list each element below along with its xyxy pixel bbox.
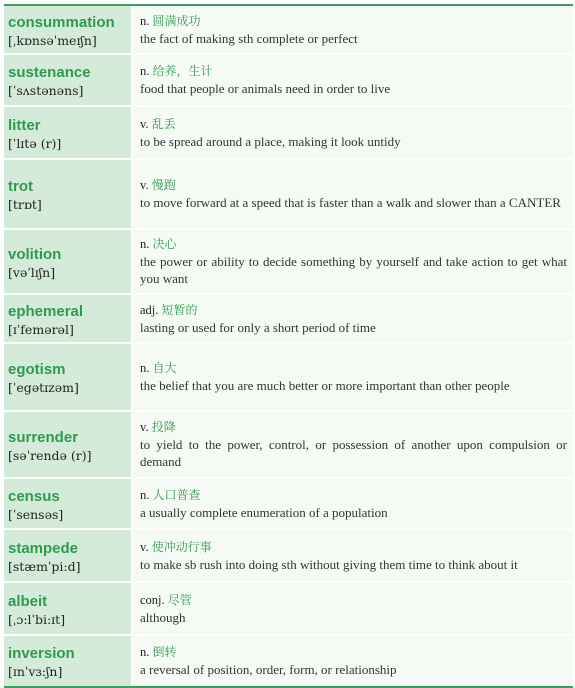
part-of-speech: v. (140, 539, 149, 554)
part-of-speech: n. (140, 645, 150, 659)
definition-cell (133, 583, 573, 634)
part-of-speech: n. (140, 361, 150, 375)
definition-cell (133, 295, 573, 342)
english-definition: to move forward at a speed that is faster than a walk and slower than a CANTER (140, 195, 561, 210)
word-cell (4, 55, 131, 105)
table-row (4, 636, 573, 686)
word-cell (4, 6, 131, 53)
english-definition: although (140, 609, 186, 625)
vocabulary-table (4, 4, 573, 688)
phonetic: [ɪnˈvɜ:ʃn] (8, 664, 63, 679)
word-cell (4, 295, 131, 342)
english-definition: to be spread around a place, making it look untidy (140, 133, 401, 149)
english-definition: food that people or animals need in order to live (140, 81, 391, 96)
word: stampede (8, 539, 79, 557)
table-row (4, 530, 573, 583)
definition-cell (133, 412, 573, 477)
word: egotism (8, 361, 66, 378)
english-definition: to yield to the power, control, or possession of another upon compulsion or demand (140, 437, 567, 469)
word: trot (8, 178, 33, 195)
definition-cell (133, 160, 573, 228)
definition-cell (133, 230, 573, 293)
chinese-meaning: 自大 (152, 361, 177, 375)
english-definition: the power or ability to decide something by yourself and take action to get what you want (140, 254, 567, 286)
english-definition: the belief that you are much better or more important than other people (140, 378, 510, 393)
english-definition: lasting or used for only a short period of time (140, 319, 376, 335)
part-of-speech: n. (140, 13, 150, 28)
table-row (4, 230, 573, 295)
phonetic: [ˈsʌstənəns] (8, 83, 84, 98)
phonetic: [stæmˈpi:d] (8, 558, 81, 574)
part-of-speech: adj. (140, 302, 159, 317)
chinese-meaning: 圆满成功 (152, 13, 201, 28)
definition-cell (133, 107, 573, 158)
table-row (4, 6, 573, 55)
word: surrender (8, 428, 79, 446)
definition-cell (133, 6, 573, 53)
word-cell (4, 479, 131, 528)
table-row (4, 412, 573, 479)
part-of-speech: n. (140, 487, 150, 502)
definition-cell (133, 636, 573, 686)
word-cell (4, 583, 131, 634)
phonetic: [trɒt] (8, 197, 42, 212)
part-of-speech: v. (140, 420, 149, 434)
chinese-meaning: 短暂的 (161, 302, 198, 317)
part-of-speech: v. (140, 116, 149, 131)
word: census (8, 487, 60, 505)
english-definition: to make sb rush into doing sth without giving them time to think about it (140, 556, 518, 572)
word: inversion (8, 645, 75, 662)
table-row (4, 479, 573, 530)
part-of-speech: n. (140, 64, 150, 78)
definition-cell (133, 530, 573, 581)
word-cell (4, 230, 131, 293)
chinese-meaning: 人口普查 (152, 487, 201, 502)
definition-cell (133, 55, 573, 105)
word: litter (8, 116, 41, 134)
english-definition: the fact of making sth complete or perfect (140, 30, 358, 46)
phonetic: [ˈlɪtə (r)] (8, 135, 62, 151)
word: volition (8, 245, 62, 263)
chinese-meaning: 给养，生计 (152, 64, 213, 78)
phonetic: [ˈegətɪzəm] (8, 380, 79, 395)
word-cell (4, 636, 131, 686)
english-definition: a usually complete enumeration of a population (140, 504, 388, 520)
word-cell (4, 107, 131, 158)
chinese-meaning: 使冲动行事 (151, 539, 212, 554)
word: sustenance (8, 64, 91, 81)
chinese-meaning: 决心 (152, 237, 177, 251)
chinese-meaning: 倒转 (152, 645, 177, 659)
table-row (4, 583, 573, 636)
phonetic: [vəˈlɪʃn] (8, 264, 56, 280)
part-of-speech: v. (140, 178, 149, 192)
table-row (4, 107, 573, 160)
english-definition: a reversal of position, order, form, or relationship (140, 662, 397, 677)
word: albeit (8, 592, 48, 610)
table-row (4, 55, 573, 107)
word-cell (4, 412, 131, 477)
chinese-meaning: 尽管 (167, 592, 192, 607)
part-of-speech: n. (140, 237, 150, 251)
phonetic: [ˈsensəs] (8, 506, 64, 522)
table-row (4, 344, 573, 412)
phonetic: [səˈrendə (r)] (8, 447, 92, 463)
phonetic: [ɪˈfemərəl] (8, 321, 74, 337)
phonetic: [ˌɔ:lˈbi:ɪt] (8, 611, 66, 627)
word: ephemeral (8, 302, 84, 320)
chinese-meaning: 投降 (151, 420, 176, 434)
word-cell (4, 160, 131, 228)
part-of-speech: conj. (140, 592, 165, 607)
word: consummation (8, 13, 115, 31)
table-row (4, 160, 573, 230)
chinese-meaning: 慢跑 (151, 178, 176, 192)
definition-cell (133, 479, 573, 528)
phonetic: [ˌkɒnsəˈmeɪʃn] (8, 32, 97, 48)
table-row (4, 295, 573, 344)
definition-cell (133, 344, 573, 410)
chinese-meaning: 乱丢 (151, 116, 176, 131)
word-cell (4, 530, 131, 581)
word-cell (4, 344, 131, 410)
